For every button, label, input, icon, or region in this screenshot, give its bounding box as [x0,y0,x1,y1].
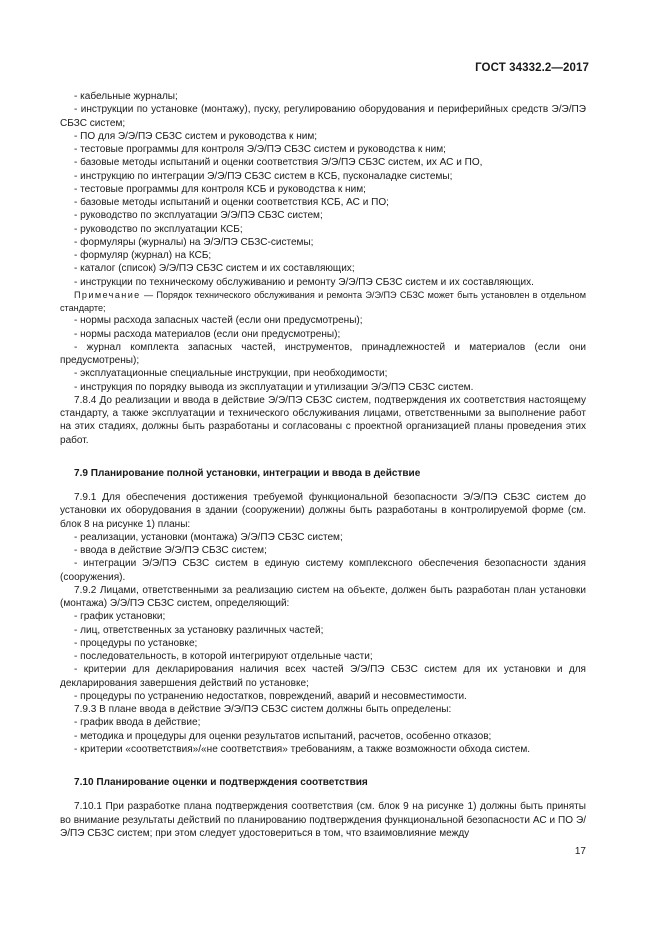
materials-list [60,314,586,394]
paragraph-7-8-4: 7.8.4 До реализации и ввода в действие Э/Э/ПЭ СБЗС систем, подтверждения их соответствия настоящему стандарту, а также эксплуатации и технического обслуживания лицами, ответственными за выполнение работ на этих стадиях, должны быть разработаны и согласованы с проектной организацией планы проведения этих работ. [60,394,586,446]
note-label: Примечание [74,289,141,300]
deliverables-list [60,90,586,289]
list-item: - нормы расхода материалов (если они предусмотрены); [74,328,341,340]
list-item: - тестовые программы для контроля КСБ и руководства к ним; [74,183,366,195]
list-item: - тестовые программы для контроля Э/Э/ПЭ СБЗС систем и руководства к ним; [74,144,446,155]
list-item: - руководство по эксплуатации КСБ; [74,223,243,235]
list-item: - лиц, ответственных за установку различных частей; [74,624,324,636]
list-item: - ПО для Э/Э/ПЭ СБЗС систем и руководства к ним; [74,130,318,142]
paragraph-7-9-1: 7.9.1 Для обеспечения достижения требуемой функциональной безопасности Э/Э/ПЭ СБЗС систем до установки их оборудования в здании (сооружении) должны быть разработаны в контролируемой форме (см. блок 8 на рисунке 1) планы: [60,492,586,530]
paragraph-7-10-1: 7.10.1 При разработке плана подтверждения соответствия (см. блок 9 на рисунке 1) должны быть приняты во внимание результаты действий по планированию подтверждения функциональной безопасности АС и ПО Э/Э/ПЭ СБЗС систем; при этом следует удостовериться в том, что взаимовлияние между [60,801,586,839]
section-title-7-10: 7.10 Планирование оценки и подтверждения соответствия [74,777,368,789]
list-item: - критерии «соответствия»/«не соответствия» требованиям, а также возможности обхода систем. [74,743,531,755]
list-item: - руководство по эксплуатации Э/Э/ПЭ СБЗС систем; [74,210,323,222]
list-item: - базовые методы испытаний и оценки соответствия Э/Э/ПЭ СБЗС систем, их АС и ПО, [74,157,483,169]
list-item: - базовые методы испытаний и оценки соответствия КСБ, АС и ПО; [74,197,389,208]
list-item: - эксплуатационные специальные инструкции, при необходимости; [74,368,388,380]
list-item: - график ввода в действие; [74,717,201,729]
list-item: - процедуры по установке; [74,637,198,649]
list-item: - реализации, установки (монтажа) Э/Э/ПЭ СБЗС систем; [74,531,343,543]
standard-code: ГОСТ 34332.2—2017 [475,62,589,74]
paragraph-7-9-2: 7.9.2 Лицами, ответственными за реализацию систем на объекте, должен быть разработан план установки (монтажа) Э/Э/ПЭ СБЗС систем, определяющий: [60,584,586,610]
page-number: 17 [574,846,586,857]
list-item: - кабельные журналы; [74,91,178,102]
page-content [60,90,586,840]
list-item: - процедуры по устранению недостатков, повреждений, аварий и несовместимости. [74,690,467,702]
list-item: - инструкции по установке (монтажу), пуску, регулированию оборудования и периферийных средств Э/Э/ПЭ СБЗС систем; [60,104,586,129]
list-item: - интеграции Э/Э/ПЭ СБЗС систем в единую систему комплексного обеспечения безопасности здания (сооружения). [60,558,586,583]
list-item: - инструкция по порядку вывода из эксплуатации и утилизации Э/Э/ПЭ СБЗС систем. [74,381,474,393]
list-item: - нормы расхода запасных частей (если они предусмотрены); [74,315,363,327]
note [60,289,586,315]
list-item: - журнал комплекта запасных частей, инструментов, принадлежностей и материалов (если они предусмотрены); [60,341,586,367]
list-item: - методика и процедуры для оценки результатов испытаний, расчетов, особенно отказов; [74,730,492,742]
list-item: - инструкцию по интеграции Э/Э/ПЭ СБЗС систем в КСБ, пусконаладке системы; [74,170,453,182]
list-item: - критерии для декларирования наличия всех частей Э/Э/ПЭ СБЗС систем для их установки и для декларирования завершения действий по установке; [60,664,586,689]
note-text: — Порядок технического обслуживания и ремонта Э/Э/ПЭ СБЗС может быть установлен в отдельном стандарте; [60,289,586,313]
list-item: - формуляр (журнал) на КСБ; [74,250,212,261]
section-title-7-9: 7.9 Планирование полной установки, интеграции и ввода в действие [74,467,421,479]
list-item: - график установки; [74,611,166,623]
paragraph-7-9-3: 7.9.3 В плане ввода в действие Э/Э/ПЭ СБЗС систем должны быть определены: [74,704,452,716]
list-item: - формуляры (журналы) на Э/Э/ПЭ СБЗС-системы; [74,236,314,248]
list-item: - каталог (список) Э/Э/ПЭ СБЗС систем и их составляющих; [74,263,355,275]
list-item: - инструкции по техническому обслуживанию и ремонту Э/Э/ПЭ СБЗС систем и их составляющих. [74,276,534,288]
list-item: - последовательность, в которой интегрируют отдельные части; [74,651,373,663]
list-item: - ввода в действие Э/Э/ПЭ СБЗС систем; [74,545,267,557]
